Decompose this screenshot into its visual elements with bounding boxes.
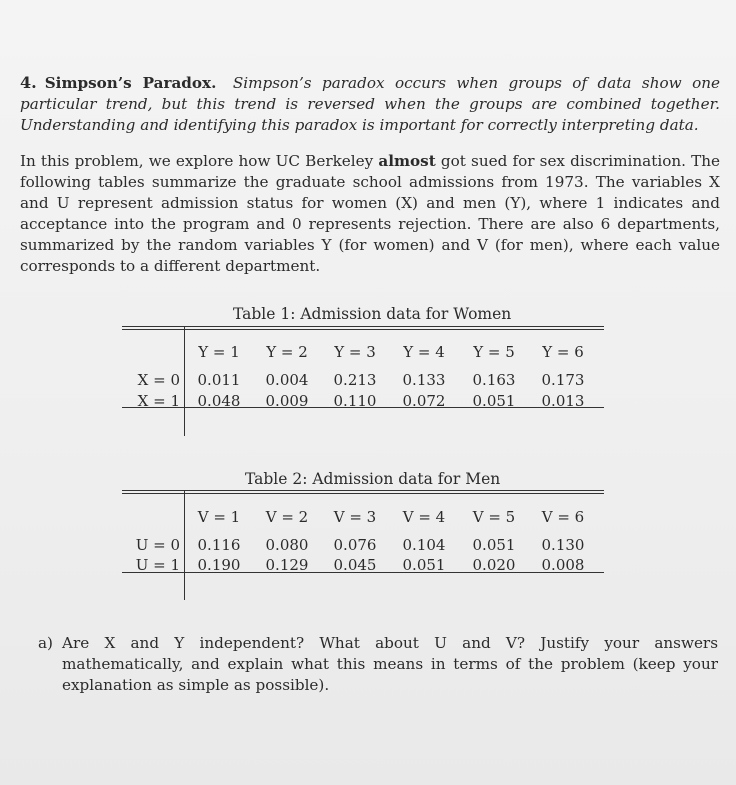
table1-cell: 0.011 [197,371,241,389]
table2-cell: 0.051 [472,536,516,554]
table2-cell: 0.020 [472,556,516,574]
problem-intro [20,72,720,136]
table1-caption: Table 1: Admission data for Women [233,305,512,323]
table1-cell: 0.072 [402,392,446,410]
table1-col-header-4: Y = 4 [403,343,445,361]
table2-divider [184,490,185,600]
description-part1: In this problem, we explore how UC Berkeley [20,152,374,170]
problem-description [20,151,720,277]
description-emphasis: almost [378,152,436,170]
question-a-text: Are X and Y independent? What about U and V? Justify your answers mathematically, and explain what this means in terms of the problem (keep your explanation as simple as possible). [62,634,718,694]
problem-number: 4. [20,73,37,92]
table2-col-header-4: V = 4 [402,508,446,526]
table1-cell: 0.048 [197,392,241,410]
table2-cell: 0.130 [541,536,585,554]
question-a [38,633,718,696]
table2-col-header-6: V = 6 [541,508,585,526]
table1-cell: 0.133 [402,371,446,389]
table1-cell: 0.009 [265,392,309,410]
table1-col-header-3: Y = 3 [334,343,376,361]
table2-cell: 0.129 [265,556,309,574]
table2-top-rule-2 [122,493,604,494]
table1-col-header-2: Y = 2 [266,343,308,361]
table1-cell: 0.004 [265,371,309,389]
table1-cell: 0.163 [472,371,516,389]
table1-cell: 0.110 [333,392,377,410]
table2-cell: 0.190 [197,556,241,574]
problem-intro-text: Simpson’s paradox occurs when groups of data show one particular trend, but this trend is reversed when the groups are combined together. Understanding and identifying this paradox is important for correctly interpreting data. [20,74,720,134]
description-part2: got sued for sex discrimination. The following tables summarize the graduate school admissions from 1973. The variables X and U represent admission status for women (X) and men (Y), where 1 indicates and acceptance into the program and 0 represents rejection. There are also 6 departments, summarized by the random variables Y (for women) and V (for men), where each value corresponds to a different department. [20,152,721,275]
table1 [122,326,604,436]
table2-cell: 0.104 [402,536,446,554]
table1-cell: 0.051 [472,392,516,410]
table1-col-header-5: Y = 5 [473,343,515,361]
table1-cell: 0.213 [333,371,377,389]
question-a-label: a) [38,634,53,652]
table2-col-header-2: V = 2 [265,508,309,526]
table2-col-header-3: V = 3 [333,508,377,526]
table2-col-header-5: V = 5 [472,508,516,526]
table1-cell: 0.173 [541,371,585,389]
table2 [122,490,604,600]
table1-cell: 0.013 [541,392,585,410]
table2-row-label-1: U = 1 [135,556,180,574]
table2-col-header-1: V = 1 [197,508,241,526]
table1-row-label-0: X = 0 [137,371,180,389]
problem-title: Simpson’s Paradox. [44,74,217,92]
table2-cell: 0.008 [541,556,585,574]
table2-cell: 0.080 [265,536,309,554]
table2-cell: 0.076 [333,536,377,554]
table2-caption: Table 2: Admission data for Men [245,470,501,488]
table1-top-rule-2 [122,329,604,330]
table1-col-header-1: Y = 1 [198,343,240,361]
table2-cell: 0.116 [197,536,241,554]
table2-row-label-0: U = 0 [135,536,180,554]
table1-divider [184,326,185,436]
table1-top-rule-1 [122,326,604,327]
table1-col-header-6: Y = 6 [542,343,584,361]
table2-top-rule-1 [122,490,604,491]
table2-cell: 0.045 [333,556,377,574]
table2-cell: 0.051 [402,556,446,574]
table1-row-label-1: X = 1 [137,392,180,410]
